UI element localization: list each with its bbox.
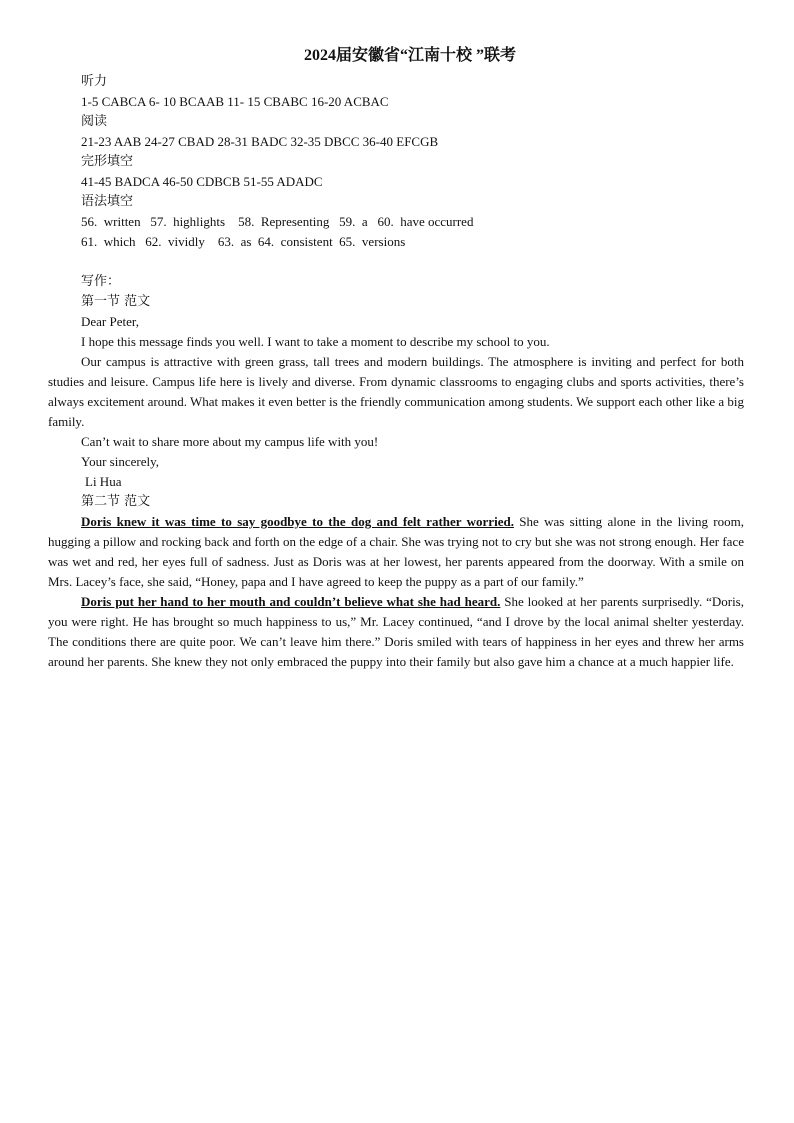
reading-label: 阅读 xyxy=(81,114,108,129)
writing-section2-label: 第二节 范文 xyxy=(81,494,151,509)
story-paragraph-2-body: She looked at her parents surprisedly. “Doris, you were right. He has brought so much happiness to us,” Mr. Lacey continued, “and I drove by the local animal shelter yesterday. The conditions there are quite poor. We can’t leave him there.” Doris smiled with tears of happiness in her eyes and threw her arms around her parents. She knew they not only embraced the puppy into their family but also gave him a chance at a much happier life. xyxy=(48,594,744,669)
story-paragraph-1-lead: Doris knew it was time to say goodbye to the dog and felt rather worried. xyxy=(81,514,514,529)
grammar-label: 语法填空 xyxy=(81,194,134,209)
letter-paragraph-2: Our campus is attractive with green grass, tall trees and modern buildings. The atmosphere is inviting and perfect for both studies and leisure. Campus life here is lively and diverse. From dynamic classrooms to engaging clubs and sports activities, there’s always excitement around. What makes it even better is the friendly communication among students. We support each other like a big family. xyxy=(48,354,744,429)
writing-section1-label: 第一节 范文 xyxy=(81,294,151,309)
section-gap xyxy=(48,252,744,272)
cloze-label: 完形填空 xyxy=(81,154,134,169)
listening-label: 听力 xyxy=(81,74,108,89)
page-title: 2024届安徽省“江南十校 ”联考 xyxy=(303,47,516,64)
answer-document xyxy=(48,44,744,672)
story-paragraph-2-lead: Doris put her hand to her mouth and couldn’t believe what she had heard. xyxy=(81,594,501,609)
letter-paragraph-1: I hope this message finds you well. I want to take a moment to describe my school to you. xyxy=(81,334,550,349)
grammar-answers-line-2: 61. which 62. vividly 63. as 64. consistent 65. versions xyxy=(81,234,406,249)
story-paragraph-2 xyxy=(48,592,744,672)
writing-label: 写作： xyxy=(81,274,121,289)
story-paragraph-1 xyxy=(48,512,744,592)
cloze-answers: 41-45 BADCA 46-50 CDBCB 51-55 ADADC xyxy=(81,174,323,189)
letter-paragraph-3: Can’t wait to share more about my campus life with you! xyxy=(81,434,379,449)
story-paragraph-1-body: She was sitting alone in the living room, hugging a pillow and rocking back and forth on the edge of a chair. She was trying not to cry but she was not strong enough. Her face was wet and red, her eyes full of sadness. Just as Doris was at her lowest, her parents appeared from the doorway. With a smile on Mrs. Lacey’s face, she said, “Honey, papa and I have agreed to keep the puppy as a part of our family.” xyxy=(48,514,744,589)
letter-greeting: Dear Peter, xyxy=(81,314,139,329)
letter-closing: Your sincerely, xyxy=(81,454,159,469)
listening-answers: 1-5 CABCA 6- 10 BCAAB 11- 15 CBABC 16-20 ACBAC xyxy=(81,94,389,109)
reading-answers: 21-23 AAB 24-27 CBAD 28-31 BADC 32-35 DBCC 36-40 EFCGB xyxy=(81,134,439,149)
grammar-answers-line-1: 56. written 57. highlights 58. Representing 59. a 60. have occurred xyxy=(81,214,474,229)
letter-signature: Li Hua xyxy=(85,474,122,489)
